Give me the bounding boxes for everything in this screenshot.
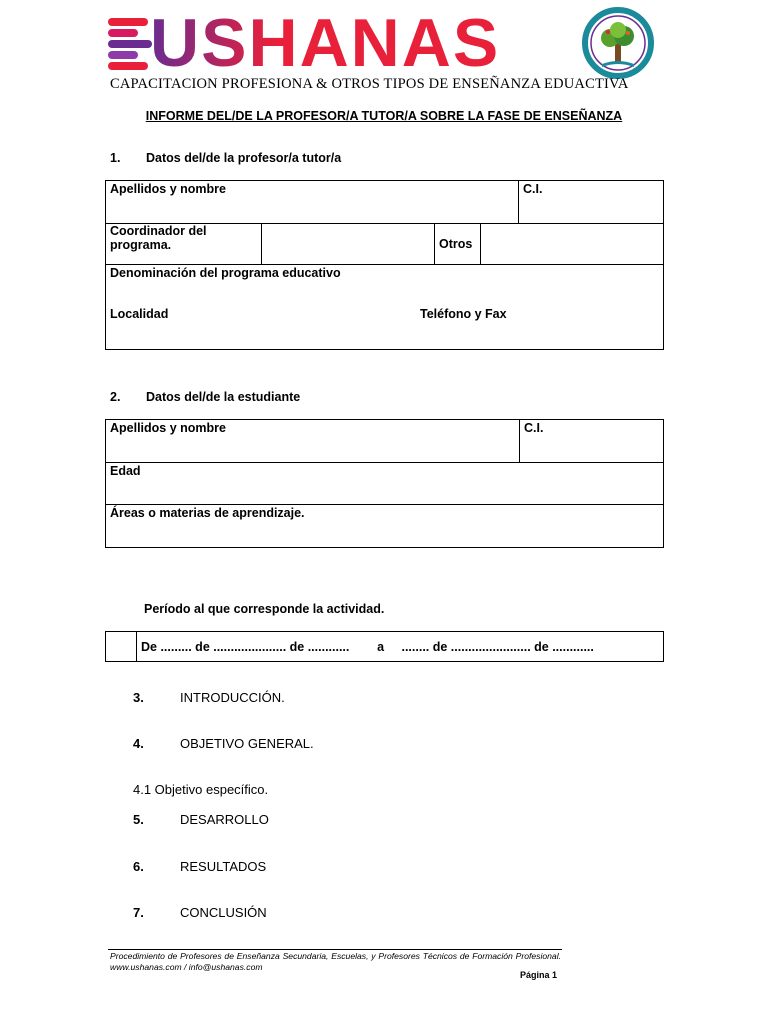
teacher-data-table xyxy=(105,180,664,350)
header-subtitle: CAPACITACION PROFESIONA & OTROS TIPOS DE ENSEÑANZA EDUACTIVA xyxy=(110,76,629,92)
item-objetivo-especifico: 4.1 Objetivo específico. xyxy=(133,782,269,797)
item-label: DESARROLLO xyxy=(180,812,269,827)
svg-text:USHANAS: USHANAS xyxy=(150,5,501,81)
item-number: 7. xyxy=(133,905,144,920)
document-title: INFORME DEL/DE LA PROFESOR/A TUTOR/A SOBRE LA FASE DE ENSEÑANZA xyxy=(145,109,623,123)
program-label: Denominación del programa educativo xyxy=(110,266,341,280)
item-label: CONCLUSIÓN xyxy=(180,905,267,920)
section-1-number: 1. xyxy=(110,151,121,165)
student-name-field[interactable]: Apellidos y nombre xyxy=(106,420,520,463)
coordinator-label: Coordinador del programa. xyxy=(106,224,262,265)
student-age-field[interactable]: Edad xyxy=(106,463,664,505)
section-1-title: Datos del/de la profesor/a tutor/a xyxy=(146,151,342,165)
student-data-table xyxy=(105,419,664,548)
teacher-name-field[interactable]: Apellidos y nombre xyxy=(106,181,519,224)
period-dates-field[interactable]: De ......... de ..................... de ............ a ........ de ....................... de ............ xyxy=(137,632,664,662)
item-number: 6. xyxy=(133,859,144,874)
item-number: 5. xyxy=(133,812,144,827)
teacher-ci-field[interactable]: C.I. xyxy=(519,181,664,224)
coordinator-field[interactable] xyxy=(262,224,435,265)
item-number: 4. xyxy=(133,736,144,751)
period-label: Período al que corresponde la actividad. xyxy=(144,602,385,616)
section-2-number: 2. xyxy=(110,390,121,404)
footer-divider xyxy=(108,949,562,950)
program-locality-field[interactable] xyxy=(106,265,664,350)
item-label: OBJETIVO GENERAL. xyxy=(180,736,314,751)
maestra-seal-logo xyxy=(578,6,658,80)
period-table xyxy=(105,631,664,662)
logo-wordmark-svg xyxy=(148,5,501,81)
locality-label: Localidad xyxy=(110,307,169,321)
others-field[interactable] xyxy=(481,224,664,265)
item-label: INTRODUCCIÓN. xyxy=(180,690,285,705)
student-ci-field[interactable]: C.I. xyxy=(520,420,664,463)
ushanas-logo xyxy=(108,5,501,81)
footer-text: Procedimiento de Profesores de Enseñanza Secundaria, Escuelas, y Profesores Técnicos de Formación Profesional. www.ushanas.com / info@ushanas.com xyxy=(110,951,561,972)
phone-fax-label: Teléfono y Fax xyxy=(420,307,507,321)
section-2-title: Datos del/de la estudiante xyxy=(146,390,301,404)
period-checkbox-cell[interactable] xyxy=(106,632,137,662)
item-label: RESULTADOS xyxy=(180,859,267,874)
learning-areas-field[interactable]: Áreas o materias de aprendizaje. xyxy=(106,505,664,548)
page-number: Página 1 xyxy=(520,970,558,980)
others-label: Otros xyxy=(435,224,481,265)
item-number: 3. xyxy=(133,690,144,705)
